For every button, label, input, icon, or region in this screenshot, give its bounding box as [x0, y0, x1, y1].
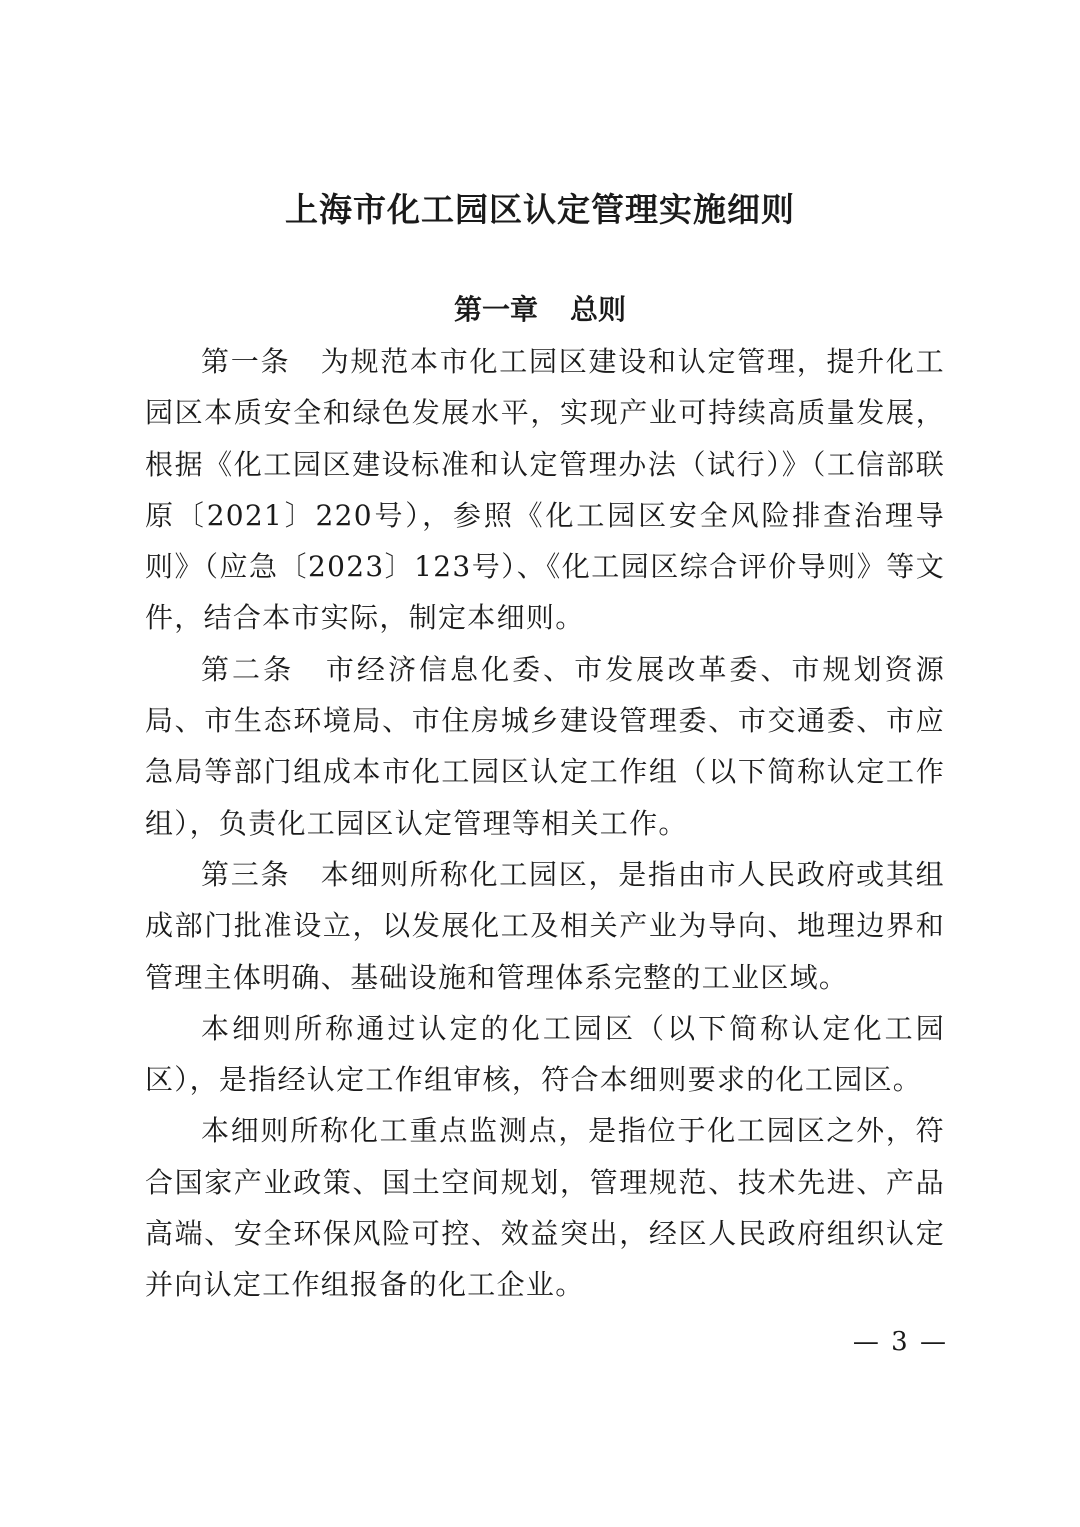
- document-body: [145, 336, 945, 1311]
- paragraph: [145, 1105, 945, 1310]
- paragraph-text: 市经济信息化委、市发展改革委、市规划资源局、市生态环境局、市住房城乡建设管理委、市交通委、市应急局等部门组成本市化工园区认定工作组（以下简称认定工作组），负责化工园区认定管理等相关工作。: [145, 652, 945, 840]
- paragraph-text: 为规范本市化工园区建设和认定管理，提升化工园区本质安全和绿色发展水平，实现产业可持续高质量发展，根据《化工园区建设标准和认定管理办法（试行）》（工信部联原〔2021〕220号），参照《化工园区安全风险排查治理导则》（应急〔2023〕123号）、《化工园区综合评价导则》等文件，结合本市实际，制定本细则。: [145, 345, 945, 635]
- paragraph-article-3: [145, 849, 945, 1003]
- chapter-heading: [0, 284, 1080, 336]
- paragraph-article-2: [145, 644, 945, 849]
- paragraph-text: 本细则所称通过认定的化工园区（以下简称认定化工园区），是指经认定工作组审核，符合本细则要求的化工园区。: [145, 1011, 945, 1097]
- document-title: 上海市化工园区认定管理实施细则: [285, 190, 795, 229]
- paragraph: [145, 1003, 945, 1106]
- article-number: 第三条: [201, 857, 291, 891]
- article-number: 第二条: [201, 652, 295, 686]
- chapter-number: 第一章: [453, 293, 538, 326]
- page-number: — 3 —: [852, 1327, 948, 1357]
- chapter-name: 总则: [570, 293, 627, 326]
- paragraph-article-1: [145, 336, 945, 644]
- article-number: 第一条: [201, 345, 291, 378]
- paragraph-text: 本细则所称化工园区，是指由市人民政府或其组成部门批准设立，以发展化工及相关产业为导向、地理边界和管理主体明确、基础设施和管理体系完整的工业区域。: [145, 857, 945, 994]
- paragraph-text: 本细则所称化工重点监测点，是指位于化工园区之外，符合国家产业政策、国土空间规划，管理规范、技术先进、产品高端、安全环保风险可控、效益突出，经区人民政府组织认定并向认定工作组报备的化工企业。: [145, 1114, 945, 1302]
